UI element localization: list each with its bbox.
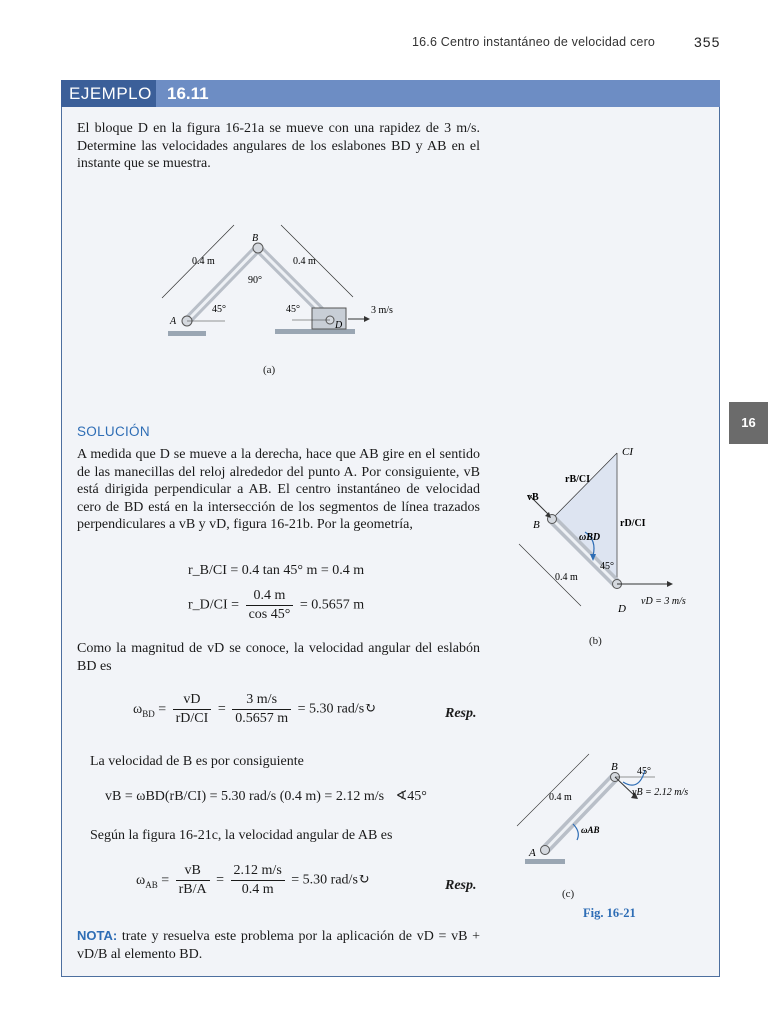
eq3-den1: rD/CI — [175, 711, 209, 726]
figure-a — [150, 220, 410, 350]
section-title: 16.6 Centro instantáneo de velocidad cero — [412, 35, 656, 49]
answer-label-1: Resp. — [445, 706, 477, 721]
solution-intro: A medida que D se mueve a la derecha, hace que AB gire en el sentido de las manecillas del reloj alrededor del punto A. Por consiguiente, vB está dirigida perpendicular a AB. El centro instantáneo de velocidad cero de BD está en la intersección de los segmentos de línea trazados perpendiculares a vB y vD, figura 16-21b. Por la geometría, — [77, 447, 480, 532]
label-point-d: D — [335, 320, 343, 331]
eq5-num2: 2.12 m/s — [231, 863, 285, 881]
label-point-b: B — [252, 233, 259, 244]
eq3-frac1 — [173, 692, 212, 727]
figure-b — [515, 440, 715, 620]
eq2-num: 0.4 m — [246, 588, 294, 606]
equation-vb — [105, 788, 427, 805]
figure-a-caption: (a) — [263, 364, 276, 376]
eq5-frac2 — [231, 863, 285, 898]
cw-rotation-icon: ↻ — [364, 701, 376, 717]
figure-b-caption: (b) — [589, 635, 602, 647]
angle-direction-icon: ∢ — [395, 789, 408, 804]
eq3-frac2 — [232, 692, 291, 727]
example-label: EJEMPLO — [61, 80, 156, 107]
answer-label-2: Resp. — [445, 878, 477, 893]
label-point-b-b: B — [533, 519, 540, 531]
nota — [77, 927, 480, 963]
label-vd: vD = 3 m/s — [641, 596, 686, 607]
figure-c-caption: (c) — [562, 888, 575, 900]
eq5-num1: vB — [176, 863, 210, 881]
eq3-den2: 0.5657 m — [235, 711, 289, 726]
label-point-b-c: B — [611, 761, 618, 773]
label-len-c: 0.4 m — [549, 792, 572, 803]
figure-c — [515, 752, 715, 867]
label-angle-90: 90° — [248, 275, 262, 286]
eq2-den: cos 45° — [248, 607, 291, 622]
figure-caption: Fig. 16-21 — [583, 906, 636, 920]
eq2-fraction — [246, 588, 294, 623]
eq4-angle: 45° — [407, 789, 427, 804]
vd-arrow-head — [667, 581, 673, 587]
pin-b — [253, 243, 263, 253]
equation-rbci: r_B/CI = 0.4 tan 45° m = 0.4 m — [188, 563, 365, 578]
pin-a-c — [541, 846, 550, 855]
eq5-rhs: = 5.30 rad/s — [291, 872, 358, 888]
label-omega-ab: ωAB — [581, 825, 600, 835]
vel-arrow-head — [364, 316, 370, 322]
equation-wbd: $\omega_{BD}$ = $\frac{vD}{rD/CI}$ = $\frac{3 m/s}{0.5657 m}$ = 5.30 rad/s↻ — [133, 692, 376, 726]
nota-label: NOTA: — [77, 928, 118, 943]
solution-heading: SOLUCIÓN — [77, 424, 150, 439]
label-vb: vB — [527, 492, 539, 503]
label-point-d-b: D — [618, 603, 626, 615]
eq5-frac1 — [176, 863, 210, 898]
label-r-dci: rD/CI — [620, 518, 646, 529]
problem-statement: El bloque D en la figura 16-21a se mueve con una rapidez de 3 m/s. Determine las velocidades angulares de los eslabones BD y AB en el instante que se muestra. — [77, 121, 480, 171]
eq4-text: vB = ωBD(rB/CI) = 5.30 rad/s (0.4 m) = 2.12 m/s — [105, 789, 385, 804]
link-ab-c-highlight — [545, 777, 615, 850]
running-header — [0, 35, 768, 55]
example-number: 16.11 — [167, 84, 209, 103]
label-angle-b: 45° — [600, 561, 614, 572]
eq2-lhs: r_D/CI = — [188, 597, 240, 613]
label-point-a: A — [170, 316, 177, 327]
ground-a — [168, 331, 206, 336]
eq2-rhs: = 0.5657 m — [299, 597, 365, 613]
eq3-rhs: = 5.30 rad/s — [297, 701, 365, 717]
label-r-bci: rB/CI — [565, 474, 590, 485]
solution-para3: La velocidad de B es por consiguiente — [90, 754, 304, 769]
nota-text: trate y resuelva este problema por la aplicación de vD = vB + vD/B al elemento BD. — [77, 929, 481, 962]
page-number: 355 — [694, 34, 721, 50]
eq5-den1: rB/A — [178, 882, 207, 897]
label-speed: 3 m/s — [371, 305, 393, 316]
label-angle-45a: 45° — [212, 304, 226, 315]
ground-a-c — [525, 859, 565, 864]
label-omega-bd: ωBD — [579, 532, 601, 543]
equation-wab: $\omega_{AB}$ = $\frac{vB}{rB/A}$ = $\frac{2.12 m/s}{0.4 m}$ = 5.30 rad/s↻ — [136, 863, 370, 897]
equation-rdci — [188, 588, 364, 623]
cw-rotation-icon-2: ↻ — [357, 872, 370, 888]
solution-para2: Como la magnitud de vD se conoce, la velocidad angular del eslabón BD es — [77, 641, 480, 674]
eq3-num1: vD — [173, 692, 212, 710]
label-vb-c: vB = 2.12 m/s — [632, 787, 689, 798]
eq5-den2: 0.4 m — [241, 882, 274, 897]
label-point-a-c: A — [529, 847, 536, 859]
solution-para4: Según la figura 16-21c, la velocidad angular de AB es — [90, 828, 393, 843]
ground-d — [275, 329, 355, 334]
label-angle-c: 45° — [637, 766, 651, 777]
label-len-b: 0.4 m — [555, 572, 578, 583]
label-len-left: 0.4 m — [192, 256, 215, 267]
eq3-num2: 3 m/s — [232, 692, 291, 710]
label-ci: CI — [622, 446, 633, 458]
label-angle-45b: 45° — [286, 304, 300, 315]
chapter-tab[interactable]: 16 — [729, 402, 768, 444]
label-len-right: 0.4 m — [293, 256, 316, 267]
